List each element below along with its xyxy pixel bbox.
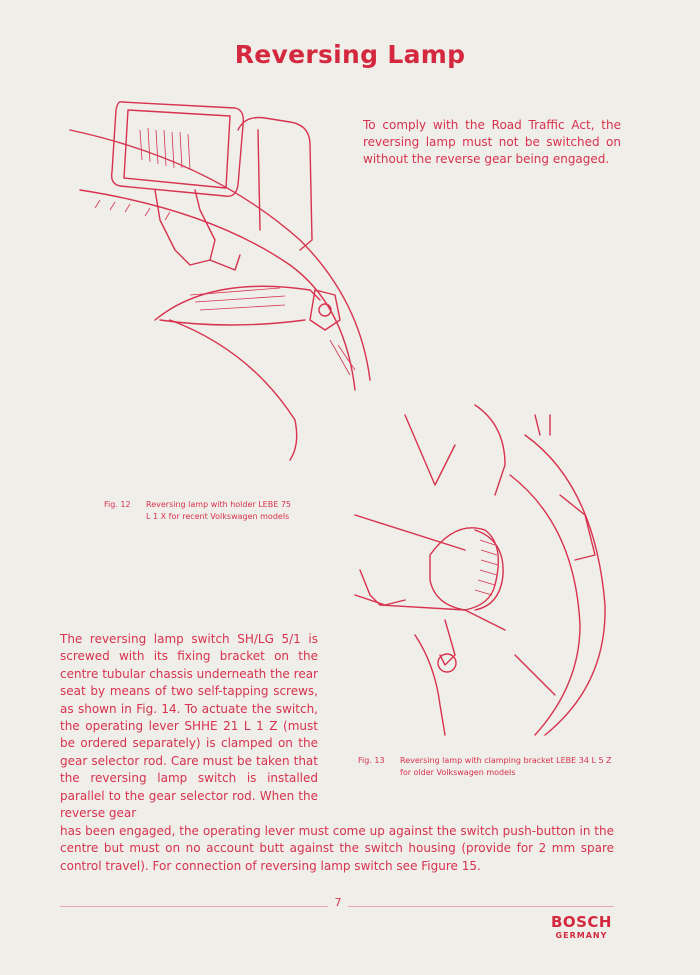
figure-13-illustration xyxy=(345,405,615,745)
brand-name: BOSCH xyxy=(550,913,612,931)
figure-12-number: Fig. 12 xyxy=(104,500,131,509)
figure-12-caption xyxy=(104,499,304,523)
body-paragraph-left: The reversing lamp switch SH/LG 5/1 is screwed with its fixing bracket on the centre tubular chassis underneath the rear seat by means of two self-tapping screws, as shown in Fig. 14. To actuate the switch, the operating lever SHHE 21 L 1 Z (must be ordered separately) is clamped on the gear selector rod. Care must be taken that the reversing lamp switch is installed parallel to the gear selector rod. When the reverse gear xyxy=(60,632,318,821)
figure-12-caption-text: Reversing lamp with holder LEBE 75 L 1 X for recent Volkswagen models xyxy=(146,500,291,521)
body-paragraph-continued: has been engaged, the operating lever must come up against the switch push-button in the centre but must on no account butt against the switch housing (provide for 2 mm spare control travel). For connection of reversing lamp switch see Figure 15. xyxy=(60,824,614,873)
page-title: Reversing Lamp xyxy=(234,40,466,69)
figure-13-number: Fig. 13 xyxy=(358,756,385,765)
brand-logo xyxy=(551,913,612,940)
brand-country: GERMANY xyxy=(555,931,608,940)
page-number: 7 xyxy=(328,896,348,909)
figure-13-caption-text: Reversing lamp with clamping bracket LEBE 34 L 5 Z for older Volkswagen models xyxy=(400,756,612,777)
intro-paragraph: To comply with the Road Traffic Act, the reversing lamp must not be switched on without the reverse gear being engaged. xyxy=(363,118,621,166)
figure-13-caption xyxy=(358,755,616,779)
figure-12-illustration xyxy=(60,90,380,490)
